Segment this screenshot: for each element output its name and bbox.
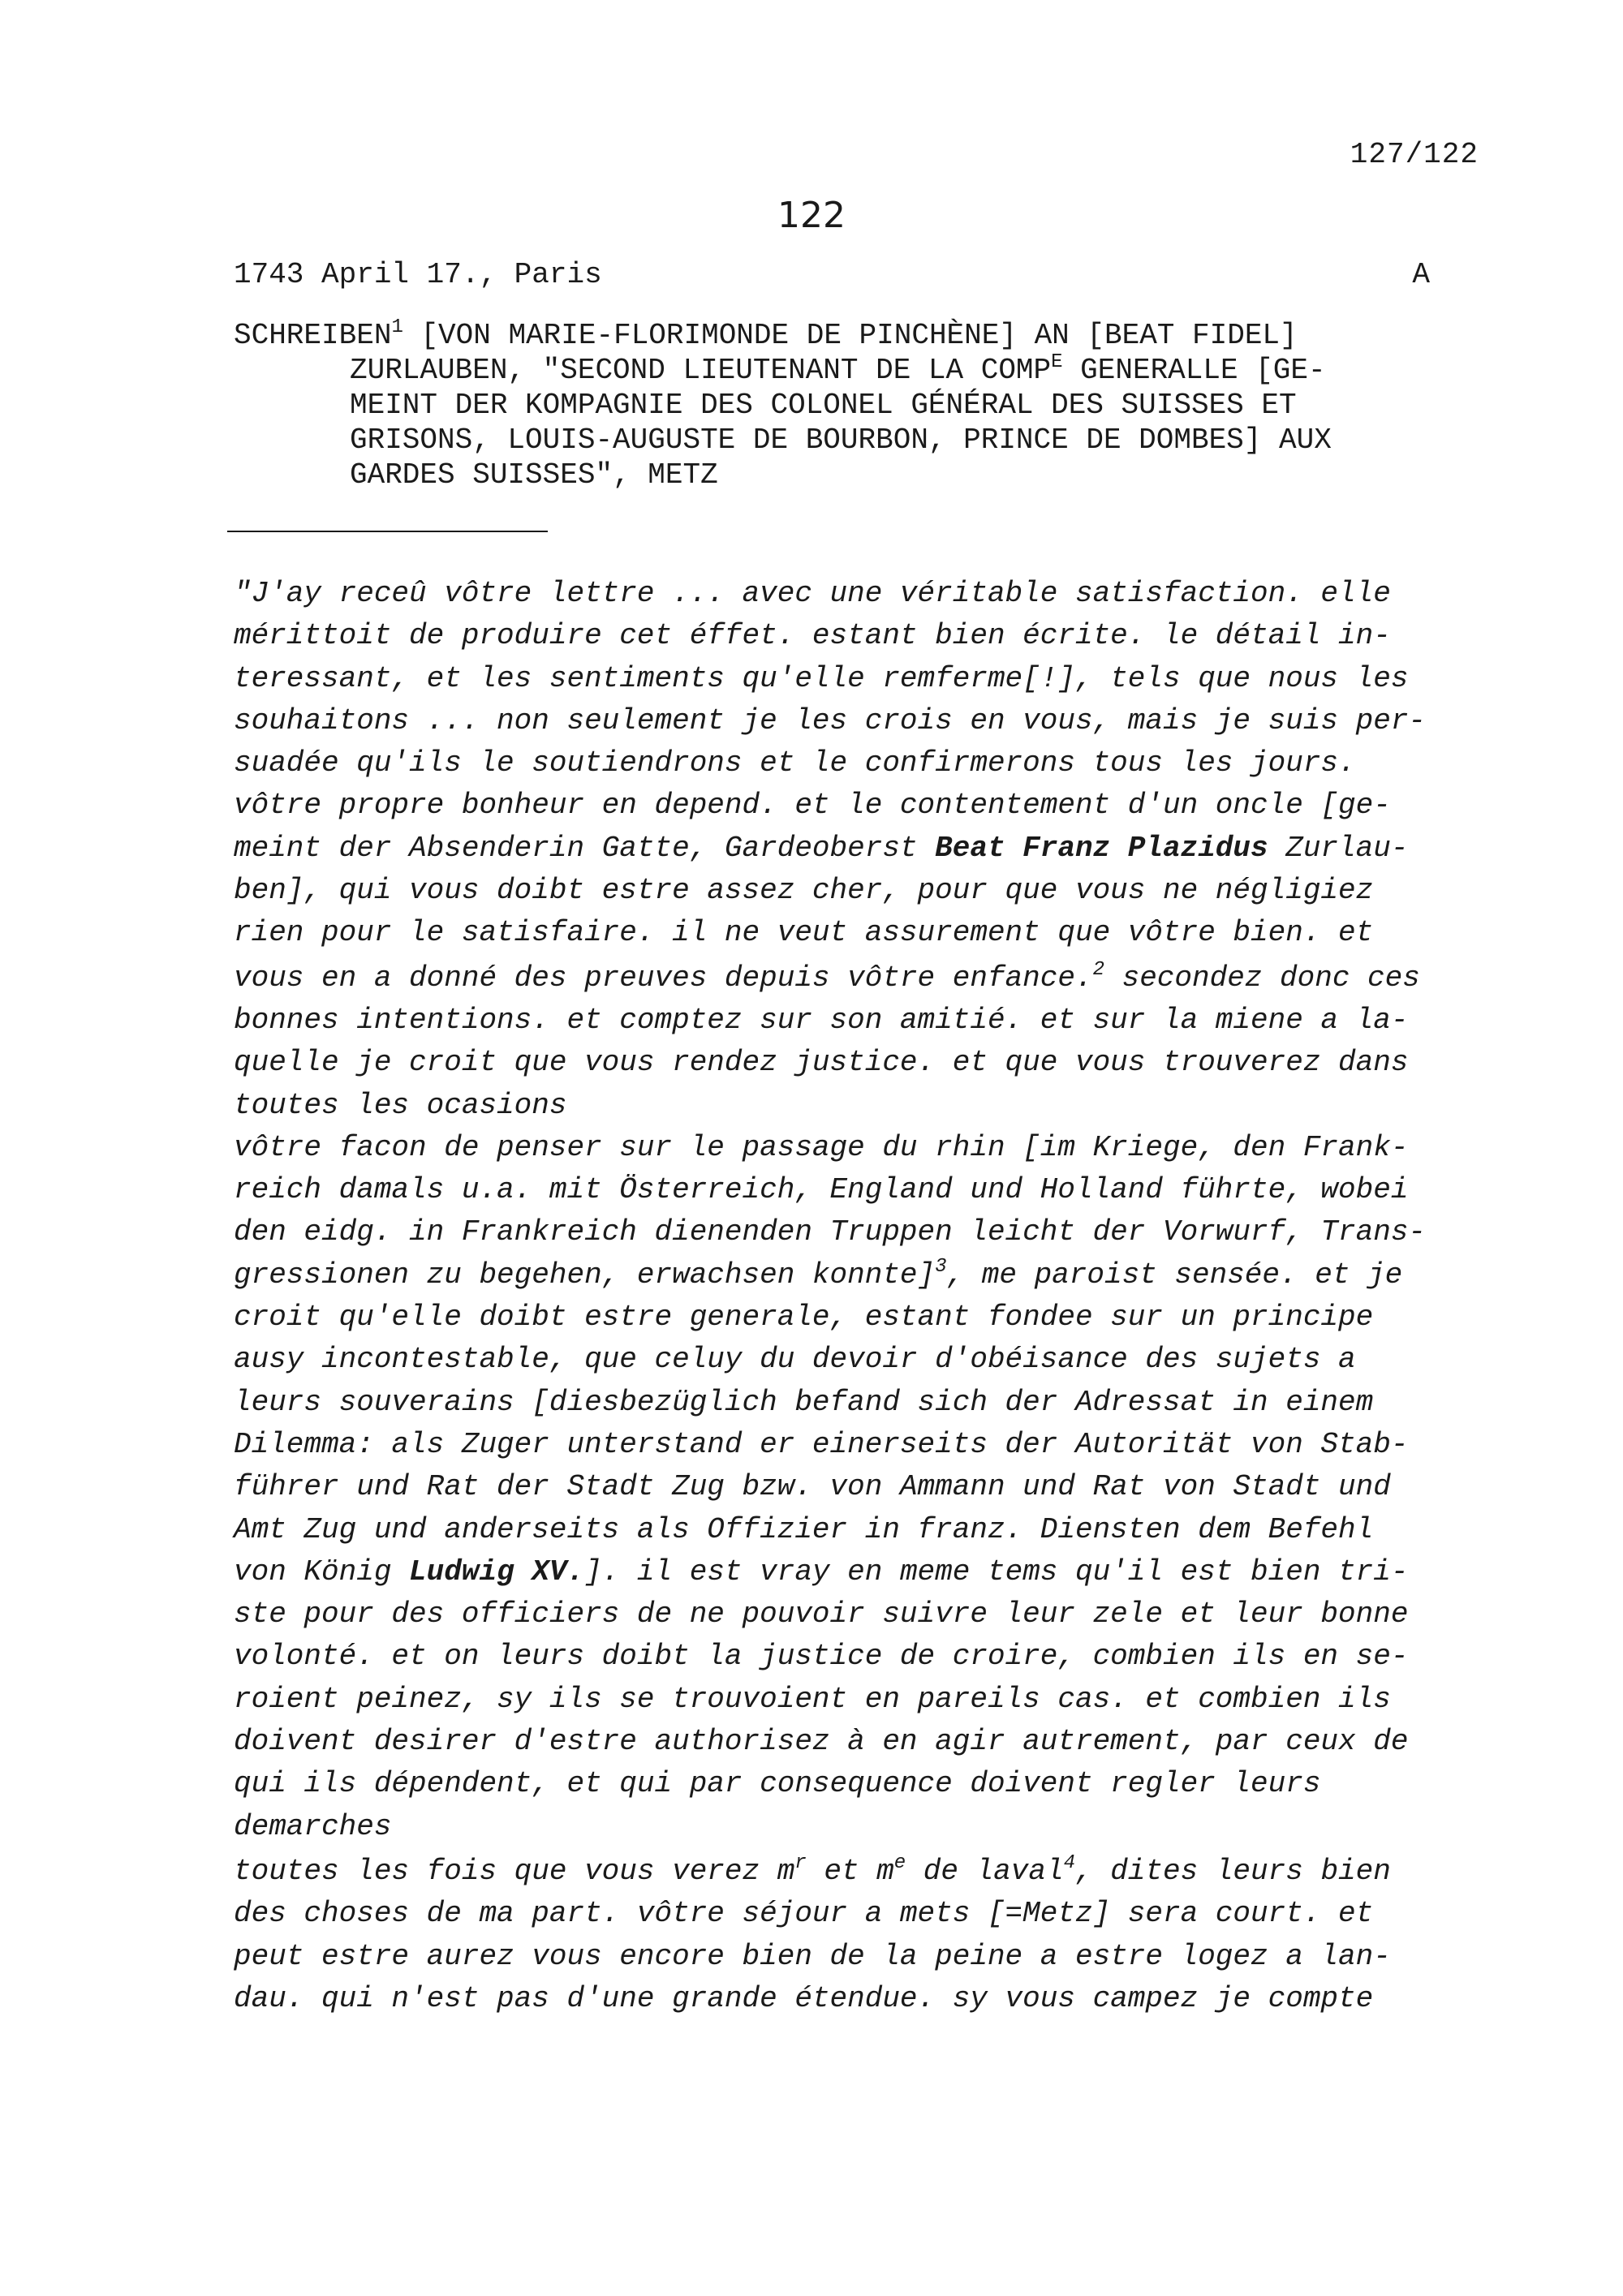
body-line: demarches [234,1809,392,1843]
body-line: croit qu'elle doibt estre generale, estant fondee sur un principe [234,1301,1374,1335]
footnote-ref: 4 [1063,1851,1075,1874]
body-line: suadée qu'ils le soutiendrons et le confirmerons tous les jours. [234,746,1356,780]
body-line: Dilemma: als Zuger unterstand er einerseits der Autorität von Stab- [234,1427,1409,1461]
heading-line: MEINT DER KOMPAGNIE DES COLONEL GÉNÉRAL DES SUISSES ET [350,389,1297,422]
body-line: von König Ludwig XV.]. il est vray en meme tems qu'il est bien tri- [234,1554,1409,1589]
separator-rule [227,531,548,532]
body-line: vous en a donné des preuves depuis vôtre enfance.$^2$ secondez donc ces [234,958,1420,995]
heading-line: GARDES SUISSES", METZ [350,458,718,492]
heading-line: ZURLAUBEN, "SECOND LIEUTENANT DE LA $COMP^E$ GENERALLE [GE- [350,351,1326,387]
body-line: rien pour le satisfaire. il ne veut assurement que vôtre bien. et [234,916,1374,950]
body-line: volonté. et on leurs doibt la justice de croire, combien ils en se- [234,1640,1409,1674]
body-line: qui ils dépendent, et qui par consequence doivent regler leurs [234,1767,1321,1801]
body-line: ben], qui vous doibt estre assez cher, pour que vous ne négligiez [234,874,1374,908]
body-line: mérittoit de produire cet éffet. estant bien écrite. le détail in- [234,619,1391,653]
person-name: Beat Franz Plazidus [935,831,1268,865]
body-line: toutes les ocasions [234,1088,567,1122]
footnote-ref: 2 [1092,958,1104,981]
document-heading [234,318,1475,492]
superscript: e [893,1851,906,1874]
person-name: Ludwig XV. [409,1554,585,1589]
footnote-ref: 1 [391,316,403,338]
body-line: vôtre propre bonheur en depend. et le contentement d'un oncle [ge- [234,789,1391,823]
body-line: "J'ay receû vôtre lettre ... avec une véritable satisfaction. elle [234,577,1391,610]
body-line: reich damals u.a. mit Österreich, England und Holland führte, wobei [234,1173,1409,1207]
body-line: meint der Absenderin Gatte, Gardeoberst Beat Franz Plazidus Zurlau- [234,831,1409,865]
body-line: leurs souverains [diesbezüglich befand sich der Adressat in einem [234,1385,1374,1419]
heading-line: SCHREIBEN$^1$ [VON MARIE-FLORIMONDE DE PINCHÈNE] AN [BEAT FIDEL] [234,316,1298,352]
date-place: 1743 April 17., Paris [234,258,602,291]
body-line: souhaitons ... non seulement je les crois en vous, mais je suis per- [234,703,1427,737]
superscript: E [1051,351,1063,373]
body-line: bonnes intentions. et comptez sur son amitié. et sur la miene a la- [234,1003,1409,1037]
heading-line: GRISONS, LOUIS-AUGUSTE DE BOURBON, PRINCE DE DOMBES] AUX [350,424,1332,457]
body-line: peut estre aurez vous encore bien de la peine a estre logez a lan- [234,1939,1391,1973]
page-reference: 127/122 [1350,138,1479,171]
body-line: ste pour des officiers de ne pouvoir suivre leur zele et leur bonne [234,1597,1409,1632]
body-line: den eidg. in Frankreich dienenden Truppen leicht der Vorwurf, Trans- [234,1215,1427,1249]
body-line: teressant, et les sentiments qu'elle remferme[!], tels que nous les [234,661,1409,695]
body-line: quelle je croit que vous rendez justice. et que vous trouverez dans [234,1046,1409,1080]
superscript: r [794,1851,807,1874]
body-line: des choses de ma part. vôtre séjour a mets [=Metz] sera court. et [234,1897,1374,1931]
document-type-marker: A [1412,258,1430,291]
body-line: führer und Rat der Stadt Zug bzw. von Ammann und Rat von Stadt und [234,1470,1391,1504]
body-line: vôtre facon de penser sur le passage du rhin [im Kriege, den Frank- [234,1130,1409,1164]
body-line: dau. qui n'est pas d'une grande étendue. sy vous campez je compte [234,1981,1374,2015]
body-line: toutes les fois que vous verez $m^r$ et $m^e$ de laval$^4$, dites leurs bien [234,1851,1391,1888]
body-line: doivent desirer d'estre authorisez à en agir autrement, par ceux de [234,1725,1409,1759]
document-number: 122 [777,195,846,236]
letter-body [234,573,1483,2020]
footnote-ref: 3 [935,1255,947,1278]
body-line: roient peinez, sy ils se trouvoient en pareils cas. et combien ils [234,1682,1391,1716]
body-line: gressionen zu begehen, erwachsen konnte]$^3$, me paroist sensée. et je [234,1255,1403,1292]
body-line: Amt Zug und anderseits als Offizier in franz. Diensten dem Befehl [234,1512,1374,1546]
body-line: ausy incontestable, que celuy du devoir d'obéisance des sujets a [234,1343,1356,1377]
